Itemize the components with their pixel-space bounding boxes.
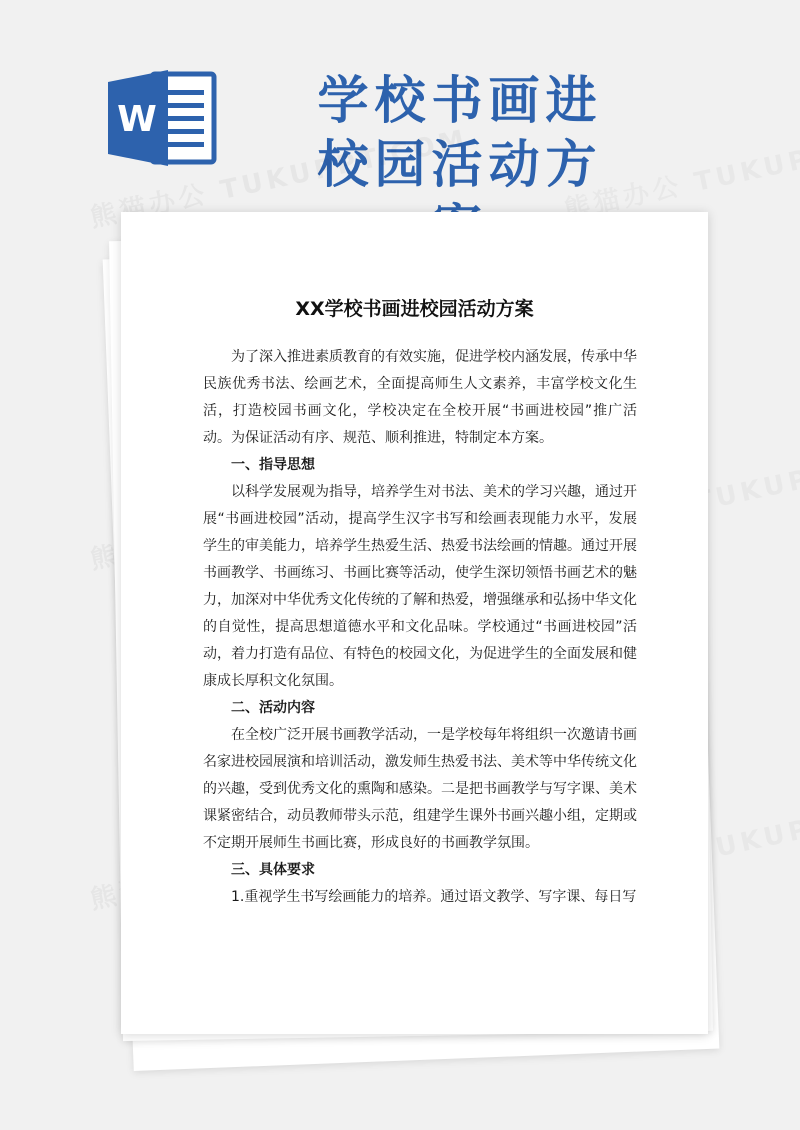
section-paragraph: 在全校广泛开展书画教学活动，一是学校每年将组织一次邀请书画名家进校园展演和培训活动，激发师生热爱书法、美术等中华传统文化的兴趣，受到优秀文化的熏陶和感染。二是把书画教学与写字课、美术课紧密结合，动员教师带头示范，组建学生课外书画兴趣小组，定期或不定期开展师生书画比赛，形成良好的书画教学氛围。	[203, 727, 637, 851]
header-banner	[0, 0, 800, 200]
section-paragraph: 以科学发展观为指导，培养学生对书法、美术的学习兴趣，通过开展“书画进校园”活动，提高学生汉字书写和绘画表现能力水平，发展学生的审美能力，培养学生热爱生活、热爱书法绘画的情趣。通过开展书画教学、书画练习、书画比赛等活动，使学生深切领悟书画艺术的魅力，加深对中华优秀文化传统的了解和热爱，增强继承和弘扬中华文化的自觉性，提高思想道德水平和文化品味。学校通过“书画进校园”活动，着力打造有品位、有特色的校园文化，为促进学生的全面发展和健康成长厚积文化氛围。	[203, 484, 637, 689]
page-title-line-2: 校园活动方	[317, 136, 603, 195]
word-document-icon	[108, 68, 220, 168]
document-body	[203, 344, 637, 911]
section-heading: 一、指导思想	[231, 457, 315, 473]
intro-paragraph: 为了深入推进素质教育的有效实施，促进学校内涵发展，传承中华民族优秀书法、绘画艺术，全面提高师生人文素养，丰富学校文化生活，打造校园书画文化，学校决定在全校开展“书画进校园”推广活动。为保证活动有序、规范、顺利推进，特制定本方案。	[203, 349, 637, 446]
document-title: XX学校书画进校园活动方案	[295, 298, 534, 320]
document-page	[121, 212, 708, 1034]
section-heading: 三、具体要求	[231, 862, 315, 878]
section-heading: 二、活动内容	[231, 700, 315, 716]
section-paragraph: 1.重视学生书写绘画能力的培养。通过语文教学、写字课、每日写	[231, 889, 637, 905]
page-title-line-1: 学校书画进	[317, 72, 603, 131]
word-logo-letter: W	[117, 99, 157, 140]
